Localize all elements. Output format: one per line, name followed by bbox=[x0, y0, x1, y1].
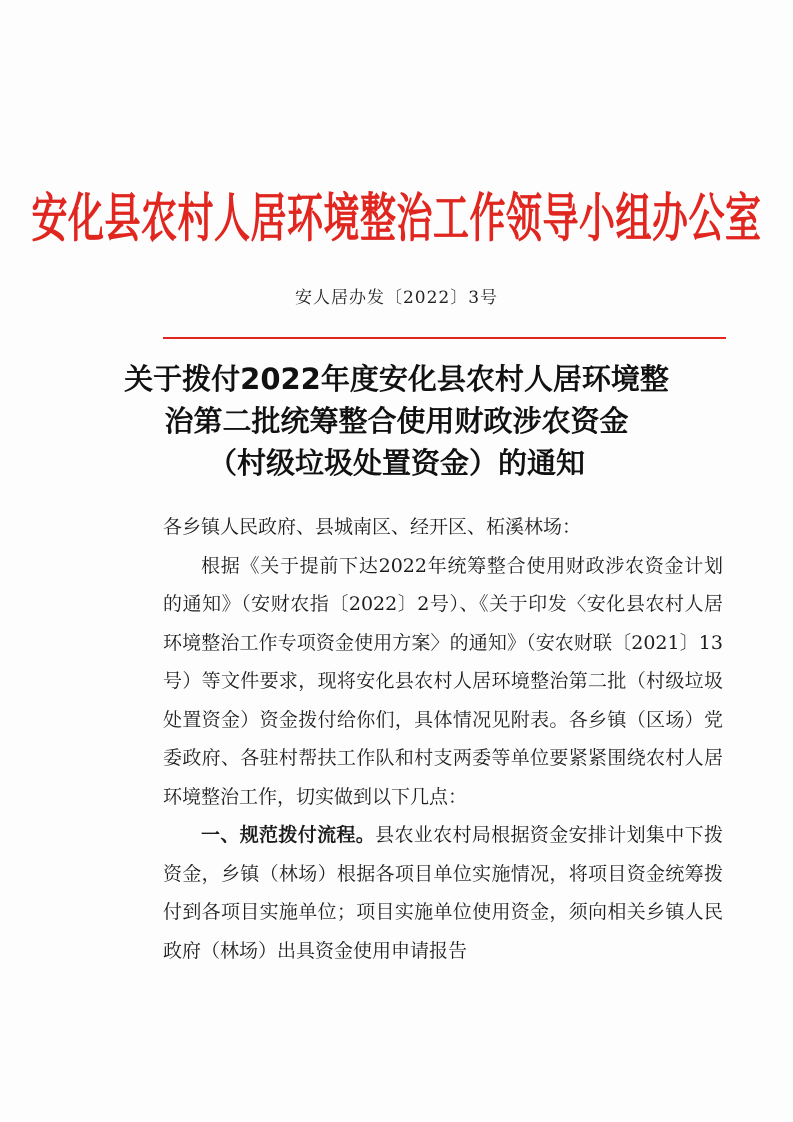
notice-title bbox=[0, 358, 793, 484]
title-line: 治第二批统筹整合使用财政涉农资金 bbox=[164, 404, 629, 438]
issuer-heading: 安化县农村人居环境整治工作领导小组办公室 bbox=[31, 189, 762, 250]
section-paragraph bbox=[163, 816, 723, 970]
title-line: 关于拨付2022年度安化县农村人居环境整 bbox=[124, 362, 669, 396]
section-heading: 一、规范拨付流程。 bbox=[201, 824, 376, 846]
document-number: 安人居办发〔2022〕3号 bbox=[294, 288, 499, 308]
body-paragraph: 根据《关于提前下达2022年统筹整合使用财政涉农资金计划的通知》（安财农指〔2022〕2号）、《关于印发〈安化县农村人居环境整治工作专项资金使用方案〉的通知》（安农财联〔2021〕13号）等文件要求，现将安化县农村人居环境整治第二批（村级垃圾处置资金）资金拨付给你们，具体情况见附表。各乡镇（区场）党委政府、各驻村帮扶工作队和村支两委等单位要紧紧围绕农村人居环境整治工作，切实做到以下几点： bbox=[163, 554, 723, 808]
title-line: （村级垃圾处置资金）的通知 bbox=[207, 446, 585, 480]
document-body bbox=[163, 508, 723, 970]
red-separator-line bbox=[163, 337, 726, 339]
salutation: 各乡镇人民政府、县城南区、经开区、柘溪林场： bbox=[163, 516, 582, 538]
section-text: 县农业农村局根据资金安排计划集中下拨资金，乡镇（林场）根据各项目单位实施情况，将项目资金统筹拨付到各项目实施单位；项目实施单位使用资金，须向相关乡镇人民政府（林场）出具资金使用申请报告 bbox=[163, 824, 723, 962]
